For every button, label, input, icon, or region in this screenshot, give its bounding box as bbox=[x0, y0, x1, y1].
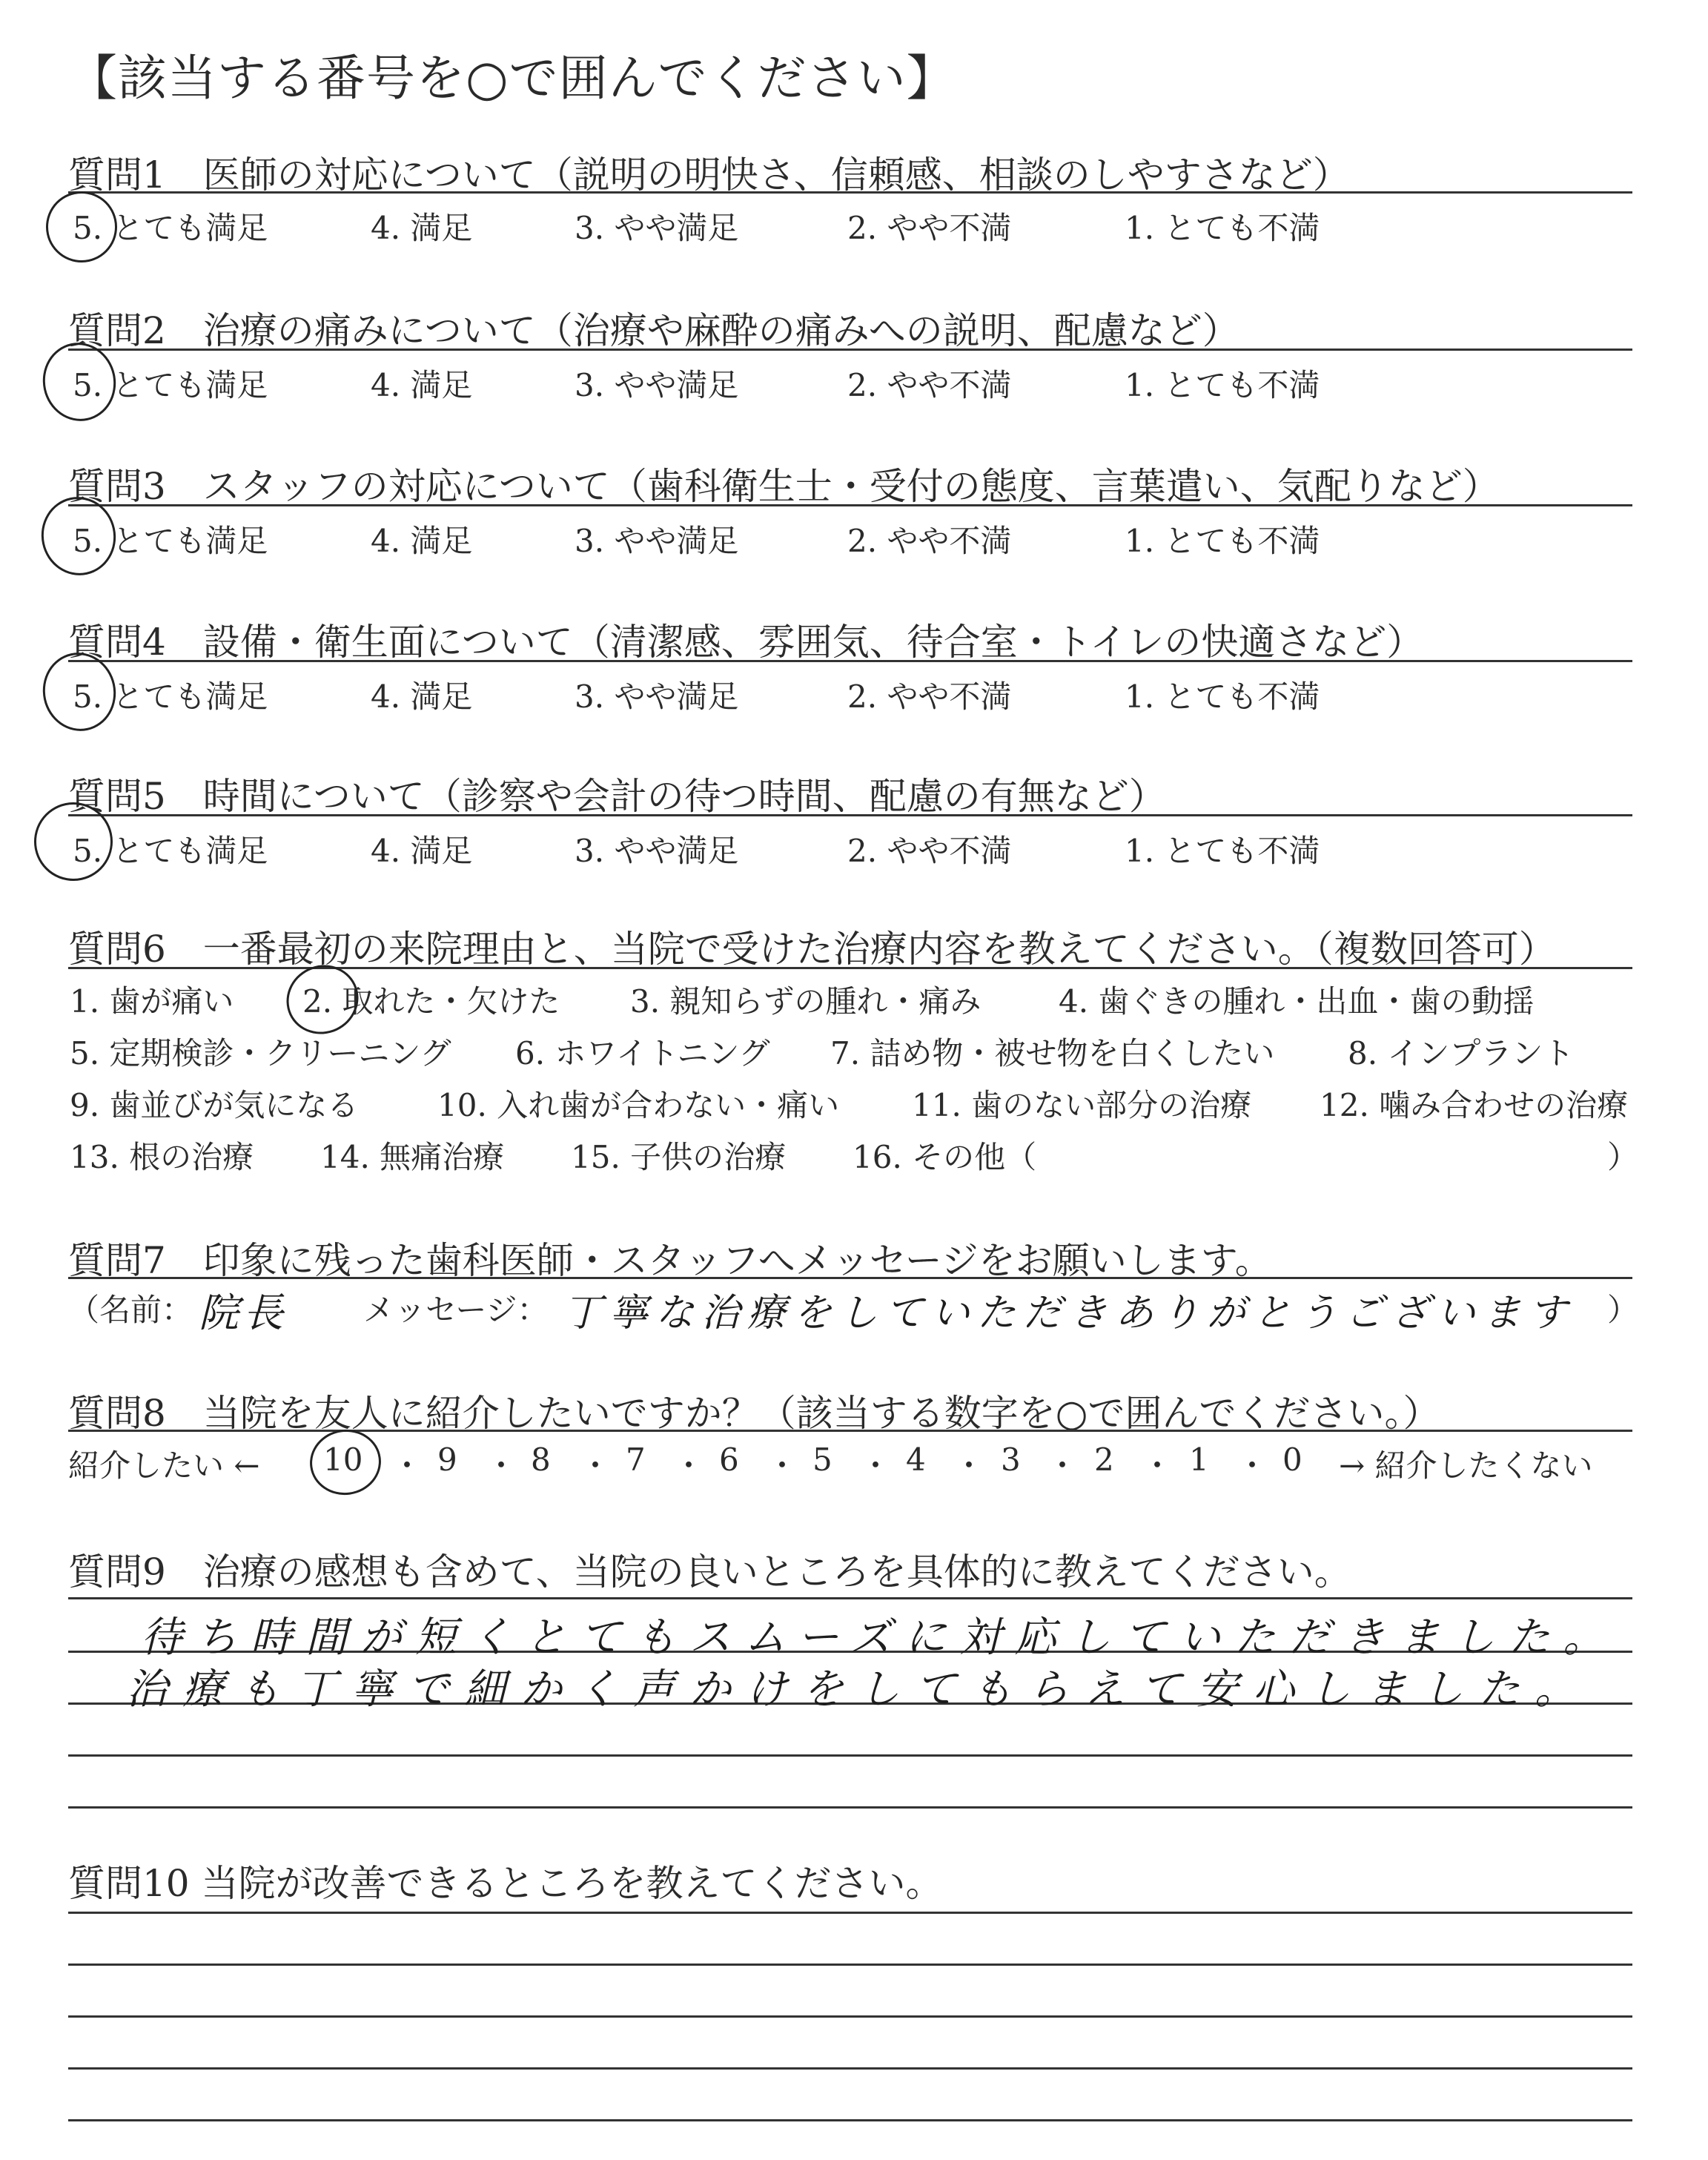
scale-value-4[interactable]: 4 bbox=[906, 1441, 926, 1478]
option-3[interactable]: 3. やや満足 bbox=[575, 367, 739, 403]
question-10-label: 質問10 当院が改善できるところを教えてください。 bbox=[68, 1862, 943, 1905]
option-5[interactable]: 5. とても満足 bbox=[73, 833, 268, 869]
option-3[interactable]: 3. やや満足 bbox=[575, 678, 739, 715]
question-2-label: 質問2 治療の痛みについて（治療や麻酔の痛みへの説明、配慮など） bbox=[68, 309, 1239, 352]
divider bbox=[68, 191, 1632, 194]
divider bbox=[68, 1430, 1632, 1432]
option-4[interactable]: 4. 満足 bbox=[371, 523, 473, 559]
reason-option[interactable]: 14. 無痛治療 bbox=[320, 1139, 505, 1175]
question-4-label: 質問4 設備・衛生面について（清潔感、雰囲気、待合室・トイレの快適さなど） bbox=[68, 621, 1424, 664]
option-5[interactable]: 5. とても満足 bbox=[73, 210, 268, 246]
answer-line bbox=[68, 2067, 1632, 2070]
option-1[interactable]: 1. とても不満 bbox=[1125, 367, 1320, 403]
scale-dot: ・ bbox=[486, 1447, 517, 1484]
scale-dot: ・ bbox=[953, 1447, 985, 1484]
reason-option[interactable]: 16. その他（ bbox=[853, 1139, 1037, 1175]
answer-line bbox=[68, 1964, 1632, 1966]
option-4[interactable]: 4. 満足 bbox=[371, 833, 473, 869]
scale-dot: ・ bbox=[1142, 1447, 1174, 1484]
reason-option[interactable]: 1. 歯が痛い bbox=[70, 983, 234, 1020]
q9-answer-line-1: 待ち時間が短くとてもスムーズに対応していただきました。 bbox=[141, 1614, 1618, 1662]
scale-dot: ・ bbox=[860, 1447, 892, 1484]
scale-left-label: 紹介したい ← bbox=[68, 1447, 260, 1484]
option-2[interactable]: 2. やや不満 bbox=[847, 210, 1012, 246]
reason-option[interactable]: 10. 入れ歯が合わない・痛い bbox=[437, 1087, 840, 1123]
answer-line bbox=[68, 1912, 1632, 1914]
name-label: （名前： bbox=[68, 1292, 193, 1328]
scale-value-3[interactable]: 3 bbox=[1001, 1441, 1021, 1478]
option-1[interactable]: 1. とても不満 bbox=[1125, 678, 1320, 715]
option-4[interactable]: 4. 満足 bbox=[371, 678, 473, 715]
answer-line bbox=[68, 1597, 1632, 1599]
other-close-paren: ） bbox=[1607, 1139, 1639, 1175]
divider bbox=[68, 504, 1632, 506]
answer-line bbox=[68, 2015, 1632, 2018]
divider bbox=[68, 967, 1632, 969]
option-5[interactable]: 5. とても満足 bbox=[73, 678, 268, 715]
question-7-label: 質問7 印象に残った歯科医師・スタッフへメッセージをお願いします。 bbox=[68, 1239, 1272, 1282]
reason-option[interactable]: 4. 歯ぐきの腫れ・出血・歯の動揺 bbox=[1059, 983, 1535, 1020]
reason-option[interactable]: 8. インプラント bbox=[1348, 1035, 1575, 1071]
question-1-label: 質問1 医師の対応について（説明の明快さ、信頼感、相談のしやすさなど） bbox=[68, 153, 1350, 196]
scale-value-0[interactable]: 0 bbox=[1282, 1441, 1302, 1478]
message-close-paren: ） bbox=[1607, 1292, 1639, 1328]
reason-option[interactable]: 13. 根の治療 bbox=[70, 1139, 254, 1175]
reason-option[interactable]: 5. 定期検診・クリーニング bbox=[70, 1035, 451, 1071]
option-2[interactable]: 2. やや不満 bbox=[847, 833, 1012, 869]
message-label: メッセージ： bbox=[363, 1292, 549, 1328]
option-5[interactable]: 5. とても満足 bbox=[73, 367, 268, 403]
option-1[interactable]: 1. とても不満 bbox=[1125, 523, 1320, 559]
option-1[interactable]: 1. とても不満 bbox=[1125, 833, 1320, 869]
reason-option[interactable]: 2. 取れた・欠けた bbox=[302, 983, 560, 1020]
option-2[interactable]: 2. やや不満 bbox=[847, 523, 1012, 559]
form-title: 【該当する番号を○で囲んでください】 bbox=[68, 50, 956, 107]
option-4[interactable]: 4. 満足 bbox=[371, 210, 473, 246]
divider bbox=[68, 349, 1632, 351]
reason-option[interactable]: 6. ホワイトニング bbox=[515, 1035, 770, 1071]
answer-line bbox=[68, 1806, 1632, 1809]
scale-value-9[interactable]: 9 bbox=[437, 1441, 457, 1478]
scale-dot: ・ bbox=[391, 1447, 423, 1484]
reason-option[interactable]: 11. 歯のない部分の治療 bbox=[912, 1087, 1252, 1123]
option-3[interactable]: 3. やや満足 bbox=[575, 833, 739, 869]
scale-value-7[interactable]: 7 bbox=[626, 1441, 646, 1478]
scale-dot: ・ bbox=[1237, 1447, 1268, 1484]
reason-option[interactable]: 3. 親知らずの腫れ・痛み bbox=[630, 983, 982, 1020]
option-4[interactable]: 4. 満足 bbox=[371, 367, 473, 403]
option-5[interactable]: 5. とても満足 bbox=[73, 523, 268, 559]
reason-option[interactable]: 9. 歯並びが気になる bbox=[70, 1087, 359, 1123]
option-3[interactable]: 3. やや満足 bbox=[575, 523, 739, 559]
scale-dot: ・ bbox=[673, 1447, 705, 1484]
question-5-label: 質問5 時間について（診察や会計の待つ時間、配慮の有無など） bbox=[68, 775, 1166, 818]
name-handwritten: 院長 bbox=[199, 1289, 288, 1336]
scale-value-10[interactable]: 10 bbox=[323, 1441, 363, 1478]
scale-value-1[interactable]: 1 bbox=[1189, 1441, 1209, 1478]
scale-value-5[interactable]: 5 bbox=[812, 1441, 833, 1478]
scale-dot: ・ bbox=[767, 1447, 798, 1484]
scale-value-8[interactable]: 8 bbox=[531, 1441, 551, 1478]
answer-line bbox=[68, 1754, 1632, 1757]
reason-option[interactable]: 12. 噛み合わせの治療 bbox=[1320, 1087, 1629, 1123]
message-handwritten: 丁寧な治療をしていただきありがとうございます bbox=[563, 1291, 1575, 1335]
question-9-label: 質問9 治療の感想も含めて、当院の良いところを具体的に教えてください。 bbox=[68, 1550, 1351, 1593]
scale-dot: ・ bbox=[1047, 1447, 1079, 1484]
reason-option[interactable]: 15. 子供の治療 bbox=[571, 1139, 787, 1175]
option-3[interactable]: 3. やや満足 bbox=[575, 210, 739, 246]
divider bbox=[68, 660, 1632, 662]
option-2[interactable]: 2. やや不満 bbox=[847, 678, 1012, 715]
option-2[interactable]: 2. やや不満 bbox=[847, 367, 1012, 403]
option-1[interactable]: 1. とても不満 bbox=[1125, 210, 1320, 246]
divider bbox=[68, 1277, 1632, 1279]
q9-answer-line-2: 治療も丁寧で細かく声かけをしてもらえて安心しました。 bbox=[126, 1665, 1591, 1714]
divider bbox=[68, 814, 1632, 816]
question-6-label: 質問6 一番最初の来院理由と、当院で受けた治療内容を教えてください。（複数回答可） bbox=[68, 928, 1556, 971]
question-3-label: 質問3 スタッフの対応について（歯科衛生士・受付の態度、言葉遣い、気配りなど） bbox=[68, 465, 1500, 508]
scale-value-2[interactable]: 2 bbox=[1094, 1441, 1114, 1478]
scale-value-6[interactable]: 6 bbox=[719, 1441, 739, 1478]
answer-line bbox=[68, 2119, 1632, 2121]
question-8-label: 質問8 当院を友人に紹介したいですか？（該当する数字を○で囲んでください。） bbox=[68, 1392, 1440, 1435]
reason-option[interactable]: 7. 詰め物・被せ物を白くしたい bbox=[830, 1035, 1275, 1071]
scale-dot: ・ bbox=[580, 1447, 612, 1484]
scale-right-label: → 紹介したくない bbox=[1339, 1447, 1593, 1484]
